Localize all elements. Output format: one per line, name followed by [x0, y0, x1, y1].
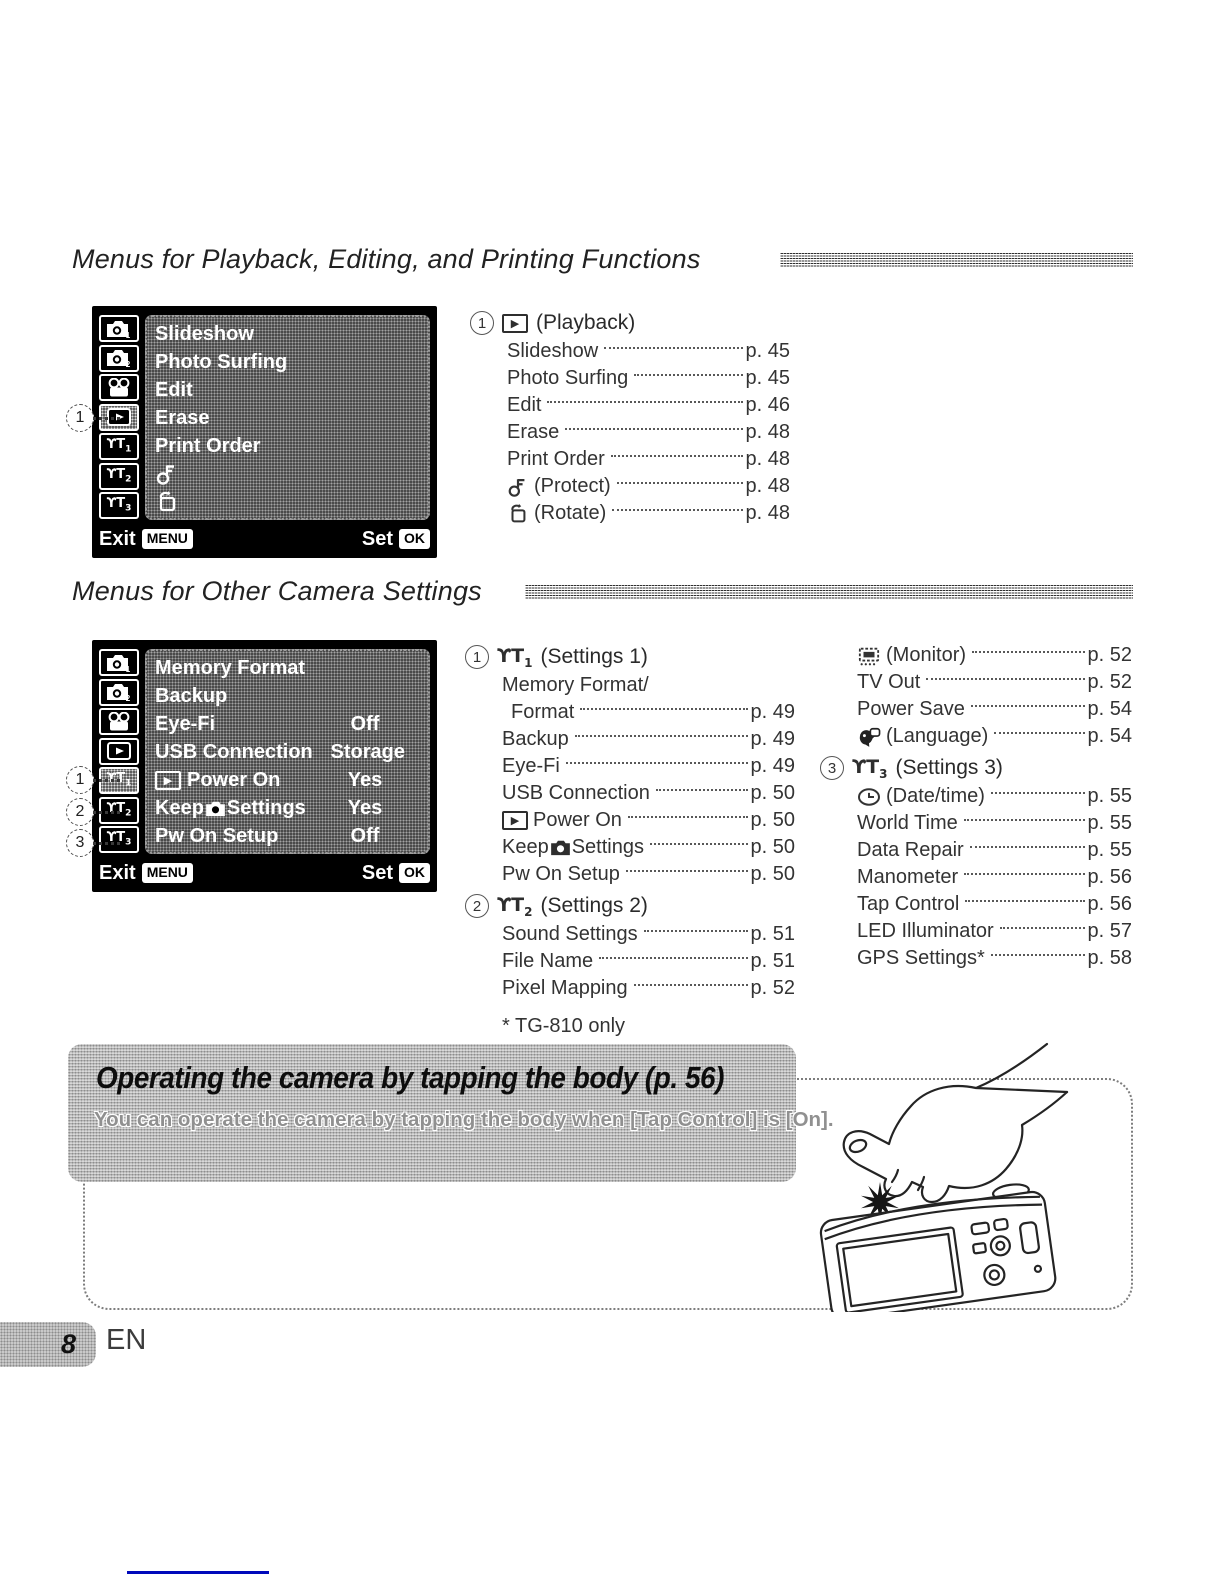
language-label: EN [106, 1324, 147, 1356]
ok-key-chip: OK [399, 529, 430, 549]
group-title: (Settings 1) [540, 645, 648, 668]
camera-tap-illustration [795, 1040, 1085, 1312]
toc-row: USB Connection p. 50 [502, 782, 795, 804]
toc-row: World Time p. 55 [857, 812, 1132, 834]
setup-icon: $ϒT_3$ [106, 830, 132, 848]
lcd-menu-item: Pw On Setup Off [155, 824, 380, 847]
shooting-menu-2-icon [99, 679, 139, 706]
lcd-menu-item-protect [155, 460, 420, 488]
group-title: (Settings 3) [895, 756, 1003, 779]
toc-row: Memory Format/ [502, 674, 649, 696]
callout-connector [93, 779, 120, 782]
set-label: Set [361, 861, 393, 884]
tip-box [68, 1044, 834, 1182]
setup-icon: $ϒT_1$ [497, 644, 533, 670]
toc-row: GPS Settings* p. 58 [857, 947, 1132, 969]
playback-group-header [470, 308, 790, 338]
toc-row-monitor: (Monitor) p. 52 [857, 642, 1132, 669]
lcd-tab-column [99, 649, 141, 853]
svg-text:2: 2 [125, 694, 131, 702]
toc-row-keep-settings: Keep Settings p. 50 [502, 836, 795, 858]
lcd-menu-list [145, 315, 430, 520]
toc-row: Photo Surfing p. 45 [507, 367, 790, 389]
toc-row: Manometer p. 56 [857, 866, 1132, 888]
callout-1: 1 [66, 766, 94, 794]
settings2-group-header [465, 891, 795, 921]
callout-3: 3 [66, 829, 94, 857]
playback-icon: ▶ [502, 314, 528, 333]
callout-connector [93, 417, 120, 420]
tip-body: You can operate the camera by tapping the body when [Tap Control] is [On]. [94, 1108, 834, 1131]
lcd-menu-item: Slideshow [155, 322, 254, 345]
settings-3-tab-icon [99, 492, 139, 519]
page-number: 8 [60, 1329, 76, 1359]
lcd-softkey-bar [99, 859, 430, 887]
toc-row: Eye-Fi p. 49 [502, 755, 795, 777]
shooting-menu-1-icon [99, 649, 139, 676]
ok-key-chip: OK [399, 863, 430, 883]
toc-row: LED Illuminator p. 57 [857, 920, 1132, 942]
rotate-icon [507, 502, 529, 526]
section-title-settings: Menus for Other Camera Settings [72, 576, 482, 606]
toc-row: Pixel Mapping p. 52 [502, 977, 795, 999]
playback-toc [470, 308, 790, 527]
settings-3-tab-icon [99, 826, 139, 853]
playback-menu-icon [99, 738, 139, 765]
page-number-tab [0, 1322, 96, 1367]
circled-number: 2 [465, 894, 489, 918]
settings-toc-col2 [820, 642, 1132, 972]
toc-row: File Name p. 51 [502, 950, 795, 972]
lcd-menu-item: USB Connection Storage [155, 740, 406, 763]
set-label: Set [361, 527, 393, 550]
settings1-group-header [465, 642, 795, 672]
toc-row: Format p. 49 [511, 701, 795, 723]
toc-row: Power Save p. 54 [857, 698, 1132, 720]
movie-menu-icon [99, 374, 139, 401]
lcd-screenshot-playback-menu [92, 306, 437, 558]
toc-row: Sound Settings p. 51 [502, 923, 795, 945]
exit-label: Exit [99, 861, 136, 884]
lcd-menu-item: Memory Format [155, 656, 306, 679]
toc-row: TV Out p. 52 [857, 671, 1132, 693]
setup-icon: $ϒT_2$ [106, 800, 132, 819]
toc-row-datetime: (Date/time) p. 55 [857, 783, 1132, 810]
toc-row-language: (Language) p. 54 [857, 723, 1132, 750]
setup-icon: $ϒT_2$ [497, 893, 533, 919]
rotate-icon [155, 490, 179, 514]
svg-text:1: 1 [125, 330, 131, 339]
lcd-menu-item-rotate [155, 488, 420, 516]
setup-icon: $ϒT_3$ [106, 496, 132, 514]
toc-row: Slideshow p. 45 [507, 340, 790, 362]
title-rule [780, 253, 1133, 267]
shooting-menu-2-icon [99, 345, 139, 372]
svg-text:2: 2 [125, 360, 131, 368]
toc-row: Tap Control p. 56 [857, 893, 1132, 915]
playback-icon: ▶ [502, 811, 528, 830]
toc-row: Print Order p. 48 [507, 448, 790, 470]
lcd-menu-item: Erase [155, 406, 210, 429]
circled-number: 3 [820, 756, 844, 780]
camera-icon [205, 800, 226, 817]
settings-2-tab-icon [99, 463, 139, 490]
toc-row: Data Repair p. 55 [857, 839, 1132, 861]
circled-number: 1 [465, 645, 489, 669]
protect-icon [155, 462, 179, 486]
lcd-menu-item: Backup [155, 684, 228, 707]
movie-menu-icon [99, 708, 139, 735]
playback-icon: ▶ [155, 771, 181, 790]
toc-row-protect: (Protect) p. 48 [507, 473, 790, 500]
lcd-softkey-bar [99, 525, 430, 553]
footnote: * TG-810 only [502, 1015, 626, 1037]
settings3-group-header [820, 753, 1132, 783]
lcd-menu-item-keep-settings: Keep Settings Yes [155, 796, 383, 819]
group-title: (Settings 2) [540, 894, 648, 917]
settings-1-tab-icon [99, 433, 139, 460]
shooting-menu-1-icon [99, 315, 139, 342]
clock-icon [857, 787, 881, 807]
menu-key-chip: MENU [142, 529, 193, 549]
lcd-menu-item-power-on: ▶ Power On Yes [155, 766, 420, 794]
toc-row: Erase p. 48 [507, 421, 790, 443]
lcd-menu-item: Photo Surfing [155, 350, 288, 373]
toc-row: Edit p. 46 [507, 394, 790, 416]
camera-icon [550, 839, 571, 856]
language-icon [857, 726, 881, 748]
lcd-menu-item: Eye-Fi Off [155, 712, 380, 735]
monitor-icon [857, 645, 881, 667]
callout-2: 2 [66, 798, 94, 826]
setup-icon: $ϒT_2$ [106, 466, 132, 485]
setup-icon: $ϒT_1$ [106, 771, 132, 789]
callout-connector [93, 842, 120, 845]
link-underline[interactable] [127, 1571, 269, 1574]
exit-label: Exit [99, 527, 136, 550]
settings-toc-col1 [465, 642, 795, 1038]
menu-key-chip: MENU [142, 863, 193, 883]
svg-text:1: 1 [125, 664, 131, 673]
lcd-menu-item: Edit [155, 378, 193, 401]
callout-connector [93, 811, 120, 814]
toc-row: Pw On Setup p. 50 [502, 863, 795, 885]
lcd-screenshot-settings-menu [92, 640, 437, 892]
title-rule [525, 585, 1133, 599]
group-title: (Playback) [536, 311, 636, 334]
toc-row-rotate: (Rotate) p. 48 [507, 500, 790, 527]
setup-icon: $ϒT_3$ [852, 755, 888, 781]
callout-1: 1 [66, 404, 94, 432]
protect-icon [507, 475, 529, 499]
lcd-menu-item: Print Order [155, 434, 261, 457]
section-title-playback: Menus for Playback, Editing, and Printing Functions [72, 244, 701, 274]
settings-2-tab-icon [99, 797, 139, 824]
tip-title: Operating the camera by tapping the body (p. 56) [96, 1060, 724, 1095]
circled-number: 1 [470, 311, 494, 335]
toc-row: Backup p. 49 [502, 728, 795, 750]
toc-row-power-on: ▶ Power On p. 50 [502, 807, 795, 834]
lcd-menu-list [145, 649, 430, 854]
setup-icon: $ϒT_1$ [106, 437, 132, 455]
